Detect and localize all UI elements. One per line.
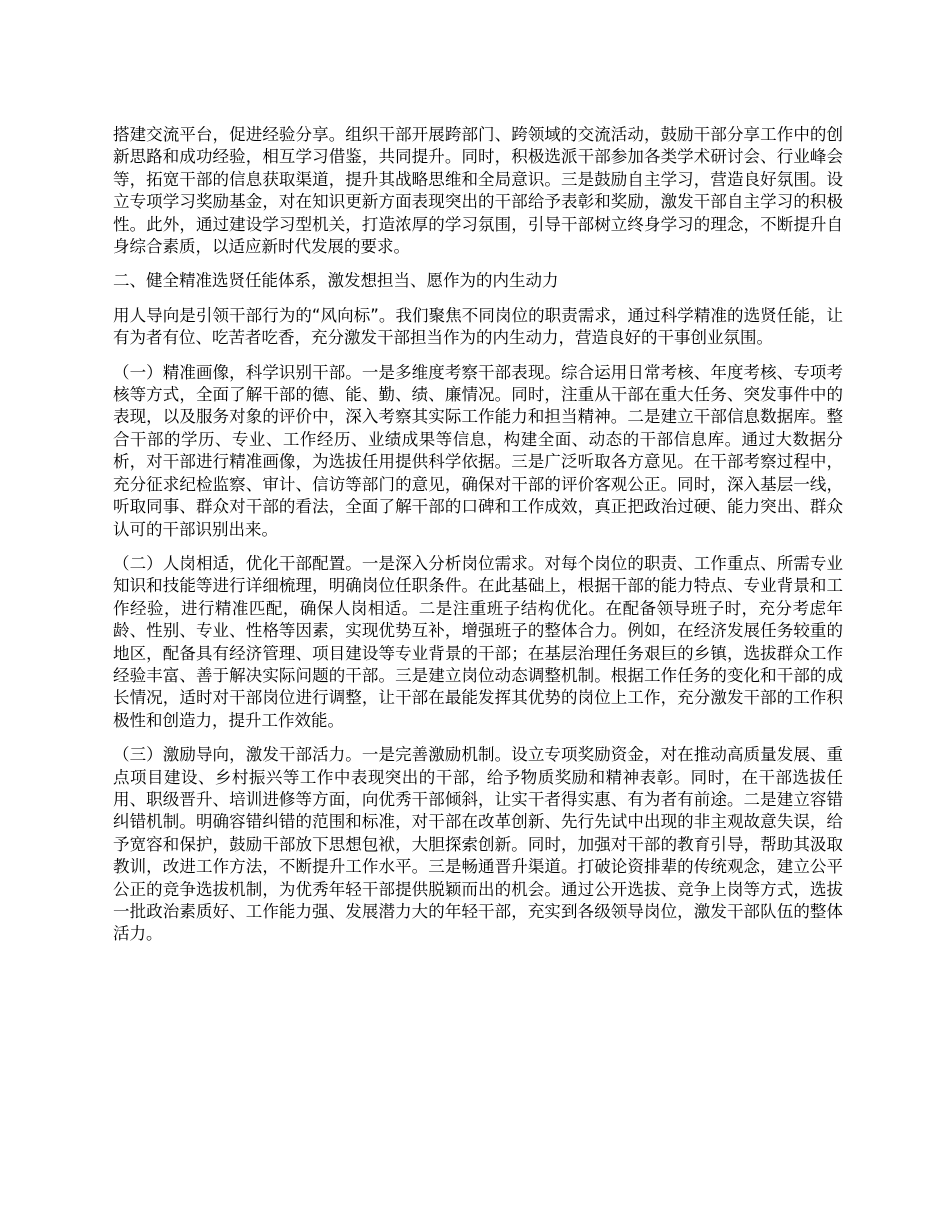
paragraph-learning-exchange: 搭建交流平台，促进经验分享。组织干部开展跨部门、跨领域的交流活动，鼓励干部分享工作中的创新思路和成功经验，相互学习借鉴，共同提升。同时，积极选派干部参加各类学术研讨会、行业峰会等，拓宽干部的信息获取渠道，提升其战略思维和全局意识。三是鼓励自主学习，营造良好氛围。设立专项学习奖励基金，对在知识更新方面表现突出的干部给予表彰和奖励，激发干部自主学习的积极性。此外，通过建设学习型机关，打造浓厚的学习氛围，引导干部树立终身学习的理念，不断提升自身综合素质，以适应新时代发展的要求。 [113,125,843,257]
section-heading-two: 二、健全精准选贤任能体系，激发想担当、愿作为的内生动力 [113,271,559,291]
paragraph-precise-profiling: （一）精准画像，科学识别干部。一是多维度考察干部表现。综合运用日常考核、年度考核、专项考核等方式，全面了解干部的德、能、勤、绩、廉情况。同时，注重从干部在重大任务、突发事件中的表现，以及服务对象的评价中，深入考察其实际工作能力和担当精神。二是建立干部信息数据库。整合干部的学历、专业、工作经历、业绩成果等信息，构建全面、动态的干部信息库。通过大数据分析，对干部进行精准画像，为选拔任用提供科学依据。三是广泛听取各方意见。在干部考察过程中，充分征求纪检监察、审计、信访等部门的意见，确保对干部的评价客观公正。同时，深入基层一线，听取同事、群众对干部的看法，全面了解干部的口碑和工作成效，真正把政治过硬、能力突出、群众认可的干部识别出来。 [113,362,843,539]
paragraph-person-post-fit: （二）人岗相适，优化干部配置。一是深入分析岗位需求。对每个岗位的职责、工作重点、所需专业知识和技能等进行详细梳理，明确岗位任职条件。在此基础上，根据干部的能力特点、专业背景和工作经验，进行精准匹配，确保人岗相适。二是注重班子结构优化。在配备领导班子时，充分考虑年龄、性别、专业、性格等因素，实现优势互补，增强班子的整体合力。例如，在经济发展任务较重的地区，配备具有经济管理、项目建设等专业背景的干部；在基层治理任务艰巨的乡镇，选拔群众工作经验丰富、善于解决实际问题的干部。三是建立岗位动态调整机制。根据工作任务的变化和干部的成长情况，适时对干部岗位进行调整，让干部在最能发挥其优势的岗位上工作，充分激发干部的工作积极性和创造力，提升工作效能。 [113,553,843,730]
paragraph-incentive-orientation: （三）激励导向，激发干部活力。一是完善激励机制。设立专项奖励资金，对在推动高质量发展、重点项目建设、乡村振兴等工作中表现突出的干部，给予物质奖励和精神表彰。同时，在干部选拔任用、职级晋升、培训进修等方面，向优秀干部倾斜，让实干者得实惠、有为者有前途。二是建立容错纠错机制。明确容错纠错的范围和标准，对干部在改革创新、先行先试中出现的非主观故意失误，给予宽容和保护，鼓励干部放下思想包袱，大胆探索创新。同时，加强对干部的教育引导，帮助其汲取教训，改进工作方法，不断提升工作水平。三是畅通晋升渠道。打破论资排辈的传统观念，建立公平公正的竞争选拔机制，为优秀年轻干部提供脱颖而出的机会。通过公开选拔、竞争上岗等方式，选拔一批政治素质好、工作能力强、发展潜力大的年轻干部，充实到各级领导岗位，激发干部队伍的整体活力。 [113,745,843,944]
paragraph-intro-selection: 用人导向是引领干部行为的“风向标”。我们聚焦不同岗位的职责需求，通过科学精准的选贤任能，让有为者有位、吃苦者吃香，充分激发干部担当作为的内生动力，营造良好的干事创业氛围。 [113,305,843,348]
document-body [113,124,843,958]
